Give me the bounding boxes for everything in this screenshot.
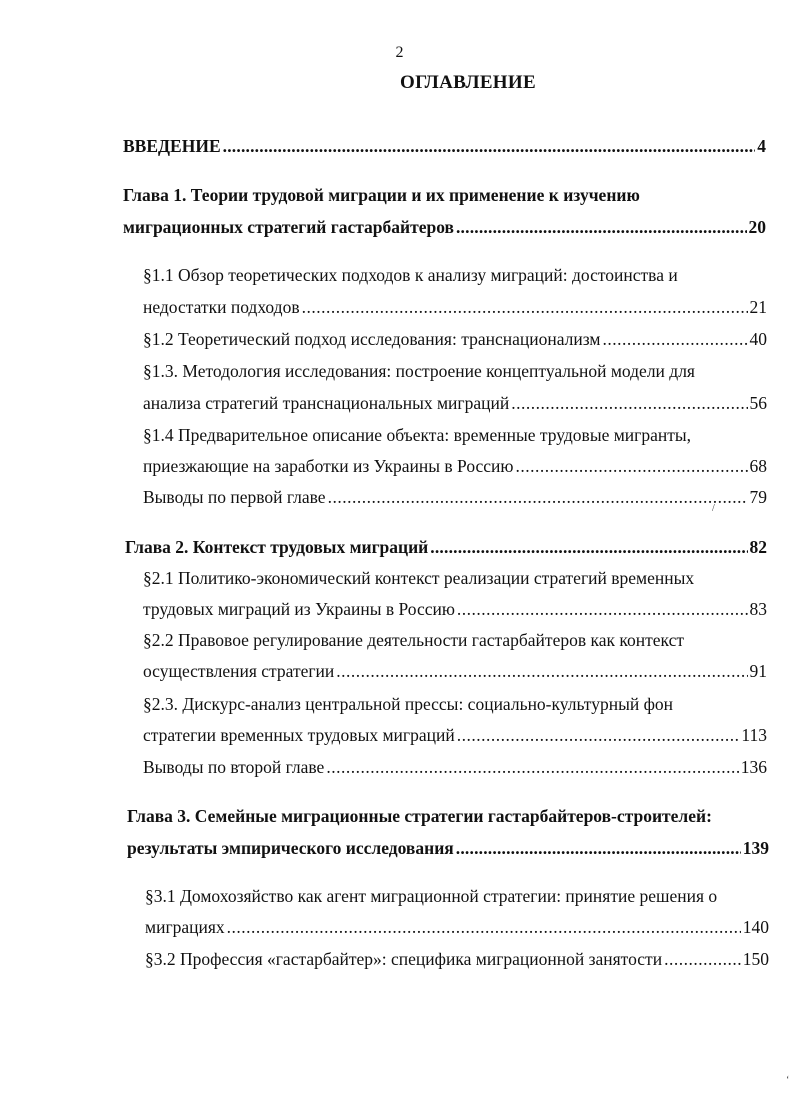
toc-entry-title: миграционных стратегий гастарбайтеров [123,217,454,237]
toc-entry-title: приезжающие на заработки из Украины в Россию [143,456,514,476]
toc-leader-dots [456,838,741,859]
toc-section-2-3-title: §2.3. Дискурс-анализ центральной прессы: социально-культурный фон [143,694,674,714]
toc-entry-section-3-1 [145,917,769,938]
toc-page-number: 40 [749,329,767,349]
scan-speck-mark: / [712,503,715,514]
toc-leader-dots [511,393,747,414]
toc-entry-title: недостатки подходов [143,297,300,317]
page-number: 2 [395,44,404,61]
toc-section-1-4-title: §1.4 Предварительное описание объекта: временные трудовые мигранты, [143,425,691,445]
toc-entry-section-1-1 [143,297,767,318]
toc-leader-dots [430,537,747,558]
toc-leader-dots [457,725,740,746]
toc-page-number: 56 [749,393,767,413]
toc-leader-dots [326,757,738,778]
toc-section-1-3-title: §1.3. Методология исследования: построение концептуальной модели для [143,361,695,381]
toc-page-number: 68 [749,456,767,476]
toc-entry-conclusion-1 [143,487,767,508]
toc-section-2-2-title: §2.2 Правовое регулирование деятельности гастарбайтеров как контекст [143,630,684,650]
toc-page-number: 150 [742,949,769,969]
toc-page-number: 113 [741,725,767,745]
toc-entry-section-1-2 [143,329,767,350]
toc-entry-title: Выводы по первой главе [143,487,326,507]
toc-leader-dots [664,949,741,970]
toc-leader-dots [328,487,748,508]
toc-entry-title: Выводы по второй главе [143,757,325,777]
toc-entry-title: стратегии временных трудовых миграций [143,725,455,745]
toc-page-number: 4 [757,136,766,156]
toc-entry-chapter-3 [127,838,769,859]
toc-chapter-1-title: Глава 1. Теории трудовой миграции и их применение к изучению [123,185,640,205]
toc-entry-section-1-4 [143,456,767,477]
toc-entry-title: трудовых миграций из Украины в Россию [143,599,455,619]
toc-leader-dots [227,917,741,938]
scan-speck-mark: ‘ [786,1075,790,1086]
toc-entry-title: §3.2 Профессия «гастарбайтер»: специфика миграционной занятости [145,949,663,969]
toc-entry-chapter-1 [123,217,766,238]
toc-leader-dots [223,136,756,157]
toc-page-number: 83 [749,599,767,619]
toc-chapter-3-title: Глава 3. Семейные миграционные стратегии гастарбайтеров-строителей: [127,806,712,826]
toc-entry-title: §1.2 Теоретический подход исследования: транснационализм [143,329,601,349]
toc-entry-title: Глава 2. Контекст трудовых миграций [125,537,429,557]
toc-entry-section-2-2 [143,661,767,682]
toc-entry-title: результаты эмпирического исследования [127,838,454,858]
toc-page-number: 140 [742,917,769,937]
toc-leader-dots [456,217,747,238]
toc-entry-title: миграциях [145,917,225,937]
toc-leader-dots [336,661,747,682]
toc-section-1-1-title: §1.1 Обзор теоретических подходов к анализу миграций: достоинства и [143,265,678,285]
toc-entry-title: анализа стратегий транснациональных миграций [143,393,510,413]
toc-leader-dots [602,329,747,350]
toc-section-2-1-title: §2.1 Политико-экономический контекст реализации стратегий временных [143,568,695,588]
toc-page-number: 139 [742,838,769,858]
toc-section-3-1-title: §3.1 Домохозяйство как агент миграционной стратегии: принятие решения о [145,886,718,906]
toc-entry-chapter-2 [125,537,767,558]
toc-page-number: 82 [749,537,767,557]
toc-leader-dots [302,297,748,318]
toc-page-number: 79 [749,487,767,507]
toc-entry-title: осуществления стратегии [143,661,335,681]
toc-entry-section-2-3 [143,725,767,746]
toc-page-number: 21 [749,297,767,317]
toc-entry-title: ВВЕДЕНИЕ [123,136,221,156]
toc-entry-section-3-2 [145,949,769,970]
toc-entry-intro [123,136,766,157]
toc-page-number: 91 [749,661,767,681]
toc-leader-dots [457,599,748,620]
toc-leader-dots [515,456,747,477]
toc-entry-section-1-3 [143,393,767,414]
page-title: ОГЛАВЛЕНИЕ [400,72,536,93]
toc-entry-section-2-1 [143,599,767,620]
toc-page-number: 20 [748,217,766,237]
toc-entry-conclusion-2 [143,757,767,778]
toc-page-number: 136 [740,757,767,777]
